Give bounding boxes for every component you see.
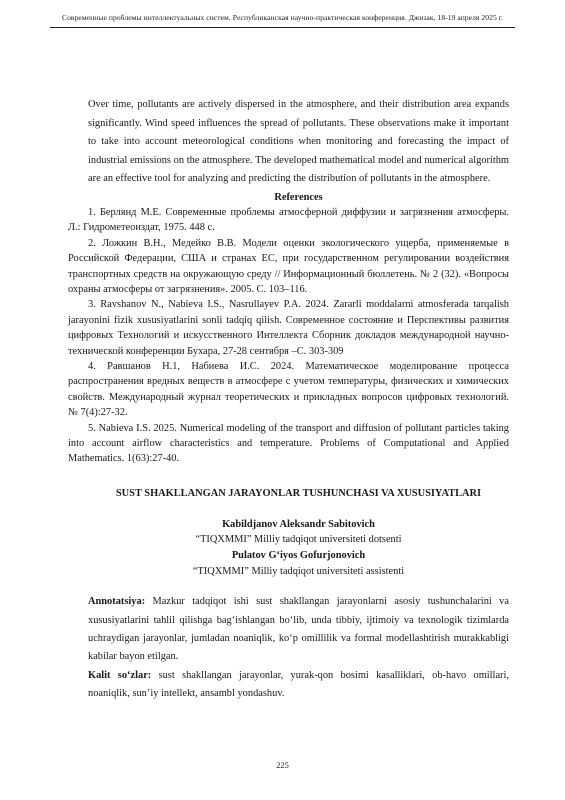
author-name: Kabildjanov Aleksandr Sabitovich — [222, 518, 375, 530]
keywords-paragraph — [88, 667, 509, 704]
reference-item: 1. Берлянд М.Е. Современные проблемы атмосферной диффузии и загрязнения атмосферы. Л.: Гидрометеоиздат, 1975. 448 с. — [68, 206, 509, 234]
author-affiliation: “TIQXMMI” Milliy tadqiqot universiteti dotsenti — [195, 534, 402, 546]
reference-item: 2. Ложкин В.Н., Медейко В.В. Модели оценки экологического ущерба, применяемые в Российской Федерации, США и странах ЕС, при государственном регулировании воздействия транспортных средств на окружающую среду // Информационный бюллетень. № 2 (32). «Вопросы охраны атмосферы от загрязнения». 2005. С. 103–116. — [68, 237, 509, 295]
article-title: SUST SHAKLLANGAN JARAYONLAR TUSHUNCHASI VA XUSUSIYATLARI — [115, 487, 482, 499]
page-content — [68, 96, 509, 704]
page-number: 225 — [276, 761, 289, 770]
author-affiliation: “TIQXMMI” Milliy tadqiqot universiteti assistenti — [192, 565, 405, 577]
intro-paragraph: Over time, pollutants are actively dispersed in the atmosphere, and their distribution area expands significantly. Wind speed influences the spread of pollutants. These observations make it important to take into account meteorological conditions when monitoring and forecasting the impact of industrial emissions on the atmosphere. The developed mathematical model and numerical algorithm are an effective tool for analyzing and predicting the distribution of pollutants in the atmosphere. — [88, 99, 509, 185]
reference-item: 4. Равшанов Н.1, Набиева И.С. 2024. Математическое моделирование процесса распространения вредных веществ в атмосфере с учетом температуры, физических и химических свойств. Международный журнал теоретических и прикладных вопросов цифровых технологий. № 7(4):27-32. — [68, 361, 509, 419]
abstract-text: Mazkur tadqiqot ishi sust shakllangan jarayonlarni asosiy tushunchalarini va xususiyatlarini tahlil qilishga bag‘ishlangan bo‘lib, unda tibbiy, ijtimoiy va texnologik tizimlarda uchraydigan jarayonlar, jumladan noaniqlik, ko‘p omillilik va formal modellashtirish murakkabligi kabilar bayon etilgan. — [88, 596, 509, 663]
keywords-label: Kalit so‘zlar: — [88, 669, 152, 681]
references-heading: References — [274, 191, 323, 203]
author-name: Pulatov G‘iyos Gofurjonovich — [231, 550, 366, 562]
reference-item: 3. Ravshanov N., Nabieva I.S., Nasrullayev P.A. 2024. Zararli moddalarni atmosferada tarqalish jarayonini fizik xususiyatlarini sonli tadqiq qilish. Современное состояние и Перспективы развития цифровых Технологий и искусственного Интеллекта Сборник докладов международной научно-технической конференции Бухара, 27-28 сентября –С. 303-309 — [68, 299, 509, 357]
header-divider — [50, 27, 515, 28]
keywords-text: sust shakllangan jarayonlar, yurak-qon bosimi kasalliklari, ob-havo omillari, noaniqlik, sun’iy intellekt, ansambl yondashuv. — [88, 669, 509, 700]
reference-item: 5. Nabieva I.S. 2025. Numerical modeling of the transport and diffusion of pollutant particles taking into account airflow characteristics and temperature. Problems of Computational and Applied Mathematics. 1(63):27-40. — [68, 422, 509, 465]
author-block — [88, 517, 509, 579]
reference-list — [68, 205, 509, 467]
abstract-paragraph — [88, 593, 509, 667]
abstract-label: Annotatsiya: — [88, 596, 146, 608]
running-header: Современные проблемы интеллектуальных систем. Республиканская научно-практическая конференция. Джизак, 18-19 апреля 2025 г. — [61, 13, 504, 22]
